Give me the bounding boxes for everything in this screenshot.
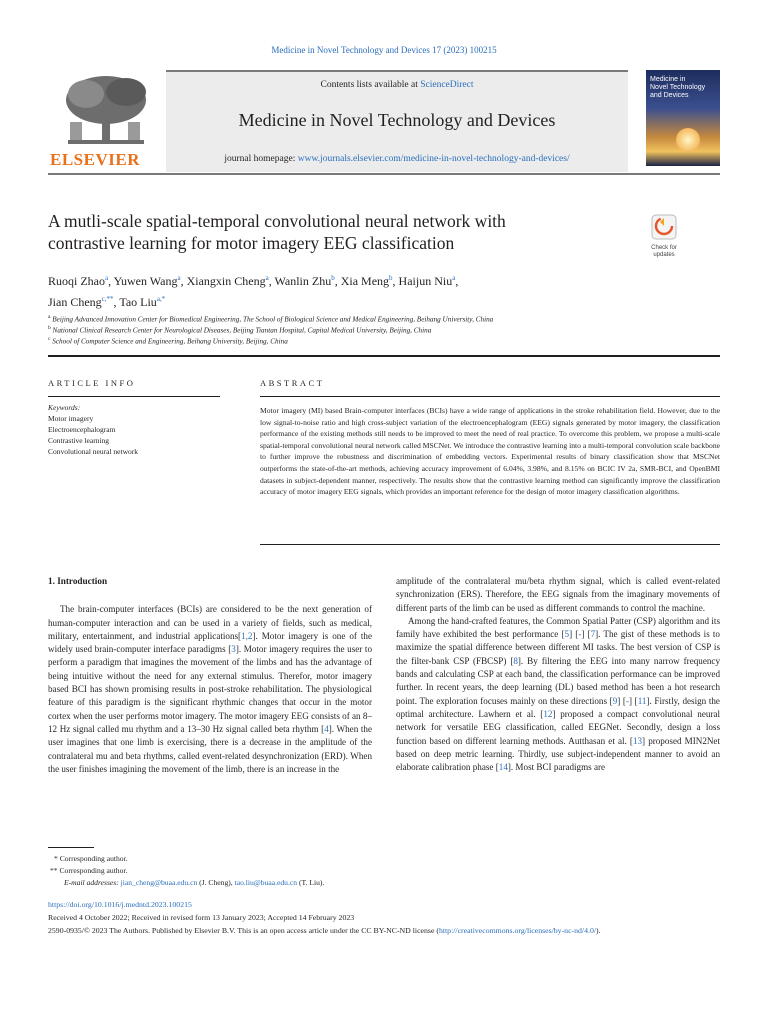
citation-link[interactable]: 5 (564, 629, 570, 640)
affiliation (48, 334, 688, 346)
body-paragraph (48, 603, 372, 776)
text-run: ] [ (581, 629, 591, 640)
footnote-emails (64, 877, 324, 888)
section-divider (48, 355, 720, 357)
email-link[interactable]: tao.liu@buaa.edu.cn (234, 878, 298, 887)
author-affil-mark[interactable]: a (105, 274, 109, 282)
body-left-column (48, 575, 372, 776)
author-affil-mark[interactable]: b (389, 274, 393, 282)
title-line: A mutli-scale spatial-temporal convolutional neural network with (48, 211, 506, 231)
text-run: ]. Motor imagery requires the user to perform a paradigm that imagines the movement of the limbs and has the advantage of being intuitive without the need for any external stimulus. Therefor, motor imagery based BCI has shown promising results in post-stroke rehabilitation. The physiological feature of this paradigm is the significant rhythmic changes that occur in the motor cortex when the user performs motor imagery. The motor imagery EEG consists of an 8–12 Hz signal called mu rhythm and a 13–30 Hz signal called beta rhythm [ (48, 644, 372, 734)
text-run: ]. Motor imagery is one of the widely used brain-computer interface paradigms [ (48, 630, 372, 655)
contents-line (166, 80, 628, 90)
citation-link[interactable]: 1,2 (241, 630, 253, 641)
text-run: Among the hand-crafted features, the Common Spatial Patter (CSP) algorithm and its family have exhibited the best performance [ (396, 615, 720, 640)
contents-prefix: Contents lists available at (320, 80, 421, 90)
publisher-name: ELSEVIER (50, 150, 140, 169)
author-separator: , (455, 274, 459, 288)
author-separator: , (268, 274, 275, 288)
affiliation-text: National Clinical Research Center for Neurological Diseases, Beijing Tiantan Hospital, Capital Medical University, Beijing, China (52, 326, 432, 335)
body-paragraph (396, 615, 720, 775)
body-paragraph: amplitude of the contralateral mu/beta rhythm signal, which is called event-related synchronization (ERS). Therefore, the EEG signals from the imaginary movements of different parts of the limb can be used as different commands to control the machine. (396, 576, 720, 613)
cover-line: Medicine in (650, 76, 686, 83)
citation-link[interactable]: 9 (612, 695, 618, 706)
text-run: ]. The gist of these methods is to maximize the spatial difference between different MI tasks. The best version of CSP is the filter-bank CSP (FBCSP) [ (396, 629, 720, 666)
author-name[interactable]: Jian Cheng (48, 295, 102, 309)
author-name[interactable]: Haijun Niu (398, 274, 453, 288)
abstract-text: Motor imagery (MI) based Brain-computer interfaces (BCIs) have a wide range of applications in the stroke rehabilitation field. However, due to the low signal-to-noise ratio and high cross-subject variation of the electroencephalogram (EEG) signals generated by motor imagery, the classification performance of the existing methods still needs to be improved to meet the need of real practice. To overcome this problem, we propose a multi-scale spatial-temporal convolutional neural network called MSCNet. We introduce the contrastive learning into a multi-temporal convolution scale backbone to further improve the robustness and discrimination of embedding vectors. Experimental results of binary classification show that MSCNet outperforms the state-of-the-art methods, achieving accuracy improvement of 6.04%, 3.98%, and 8.15% on BCIC IV 2a, SMR-BCI, and OpenBMI datasets in subject-dependent manner, respectively. The results show that the contrastive learning method can significantly improve the classification accuracy of motor imagery EEG signals, which provides an important reference for the design of motor imagery classification algorithms. (260, 406, 720, 497)
homepage-link[interactable]: www.journals.elsevier.com/medicine-in-novel-technology-and-devices/ (297, 154, 570, 164)
license-text: 2590-0935/© 2023 The Authors. Published by Elsevier B.V. This is an open access article under the CC BY-NC-ND license ( (48, 926, 439, 935)
abstract-bottom-rule (260, 544, 720, 545)
cover-line: Novel Technology (650, 84, 706, 91)
author-affil-mark[interactable]: c,** (101, 295, 114, 303)
citation-link[interactable]: - (625, 695, 629, 706)
title-line: contrastive learning for motor imagery EEG classification (48, 233, 455, 253)
affiliation-text: School of Computer Science and Engineering, Beihang University, Beijing, China (52, 337, 288, 346)
keyword: Contrastive learning (48, 436, 110, 445)
journal-header (48, 70, 720, 174)
keyword: Electroencephalogram (48, 425, 116, 434)
keywords-label: Keywords: (48, 403, 81, 412)
author-separator: , (334, 274, 341, 288)
header-band (166, 70, 628, 172)
journal-cover[interactable] (646, 70, 720, 166)
author-name[interactable]: Wanlin Zhu (274, 274, 332, 288)
author-separator: , (180, 274, 187, 288)
author-separator: , (108, 274, 114, 288)
author-affil-mark[interactable]: a (265, 274, 269, 282)
article-info-rule (48, 396, 220, 397)
text-run: ] [ (628, 695, 638, 706)
email-owner: (J. Cheng), (197, 878, 235, 887)
check-for-updates-button[interactable] (640, 214, 688, 260)
body-right-column (396, 575, 720, 774)
journal-reference[interactable]: Medicine in Novel Technology and Devices 17 (2023) 100215 (271, 45, 497, 55)
author-name[interactable]: Yuwen Wang (113, 274, 178, 288)
text-run: ]. When the user imagines that one limb is exercising, there is a decrease in the amplitude of the contralateral mu and beta rhythms, called event-related desynchronization (ERD). When the user finishes imagining the movement of the limb, there is an increase in the (48, 723, 372, 774)
email-label: E-mail addresses: (64, 878, 121, 887)
doi-link[interactable]: https://doi.org/10.1016/j.medntd.2023.100215 (48, 900, 192, 909)
check-updates-line: updates (653, 251, 675, 258)
license-link[interactable]: http://creativecommons.org/licenses/by-nc-nd/4.0/ (438, 926, 597, 935)
citation-link[interactable]: 14 (498, 762, 508, 773)
article-title (48, 210, 628, 254)
check-updates-label (640, 245, 688, 258)
check-updates-icon (651, 214, 677, 240)
author-affil-mark[interactable]: a (177, 274, 181, 282)
citation-link[interactable]: 7 (590, 629, 596, 640)
text-run: ] [ (569, 629, 579, 640)
author-affil-mark[interactable]: a,* (156, 295, 166, 303)
email-owner: (T. Liu). (297, 878, 325, 887)
citation-link[interactable]: 8 (513, 655, 518, 666)
text-run: ]. Most BCI paradigms are (507, 762, 606, 773)
author-separator: , (392, 274, 399, 288)
license-notice (48, 925, 720, 936)
citation-link[interactable]: 13 (632, 735, 643, 746)
author-affil-mark[interactable]: b (331, 274, 335, 282)
keyword: Motor imagery (48, 414, 94, 423)
text-run: The brain-computer interfaces (BCIs) are considered to be the next generation of human-computer interaction and can be used in a variety of fields, such as medical, military, entertainment, and industrial applications[ (48, 604, 372, 641)
text-run: ] proposed MIN2Net based on deep metric learning. Thirdly, use subject-independent manner to avoid an elaborate calibration phase [ (396, 735, 720, 773)
affiliation-mark: c (48, 336, 51, 342)
cover-image (676, 128, 700, 152)
header-rule (48, 173, 720, 175)
homepage-prefix: journal homepage: (224, 154, 298, 164)
author-list (48, 269, 688, 311)
footnote-corresponding: * Corresponding author. (54, 854, 128, 863)
cover-line: and Devices (650, 92, 689, 99)
email-link[interactable]: jian_cheng@buaa.edu.cn (120, 878, 198, 887)
citation-link[interactable]: 12 (543, 708, 553, 719)
received-dates: Received 4 October 2022; Received in revised form 13 January 2023; Accepted 14 February 2023 (48, 913, 355, 922)
journal-title: Medicine in Novel Technology and Devices (238, 110, 556, 130)
text-run: ] proposed a compact convolutional neural network for versatile EEG classification, called EEGNet. Secondly, design a loss function based on different learning methods. Autthasan et al. [ (396, 708, 720, 746)
author-name[interactable]: Ruoqi Zhao (48, 274, 105, 288)
citation-link[interactable]: - (578, 629, 582, 640)
author-name[interactable]: Xia Meng (340, 274, 390, 288)
affiliation-text: Beijing Advanced Innovation Center for Biomedical Engineering, The School of Biological Science and Medical Engineering, Beihang University, China (52, 315, 494, 324)
abstract-rule (260, 396, 720, 397)
affiliation-mark: b (48, 325, 51, 331)
keyword: Convolutional neural network (48, 447, 138, 456)
author-affil-mark[interactable]: a (452, 274, 456, 282)
author-name[interactable]: Tao Liu (119, 295, 157, 309)
homepage-line (166, 154, 628, 164)
elsevier-logo (48, 70, 164, 170)
text-run: ]. By filtering the EEG into many narrow frequency bands and calculating CSP at each band, the classification performance can be improved further. In recent years, the deep learning (DL) based method has been a hot research point. The exploration focuses mainly on these directions [ (396, 655, 720, 706)
license-text: ). (596, 926, 601, 935)
text-run: ] [ (617, 695, 626, 706)
citation-link[interactable]: 11 (637, 695, 647, 706)
author-name[interactable]: Xiangxin Cheng (186, 274, 266, 288)
citation-link[interactable]: 3 (231, 644, 236, 655)
article-info-heading: ARTICLE INFO (48, 378, 136, 388)
footnote-corresponding: ** Corresponding author. (50, 866, 128, 875)
check-updates-line: Check for (651, 245, 677, 251)
abstract-heading: ABSTRACT (260, 378, 325, 388)
text-run: ]. Firstly, design the optimal architecture. Lawhern et al. [ (396, 695, 720, 719)
citation-link[interactable]: 4 (324, 723, 329, 734)
elsevier-tree-icon (48, 70, 164, 150)
footnote-rule (48, 847, 94, 848)
section-heading: 1. Introduction (48, 576, 108, 586)
affiliation-mark: a (48, 314, 51, 320)
author-separator: , (113, 295, 120, 309)
cover-title (650, 76, 705, 100)
sciencedirect-link[interactable]: ScienceDirect (420, 80, 474, 90)
